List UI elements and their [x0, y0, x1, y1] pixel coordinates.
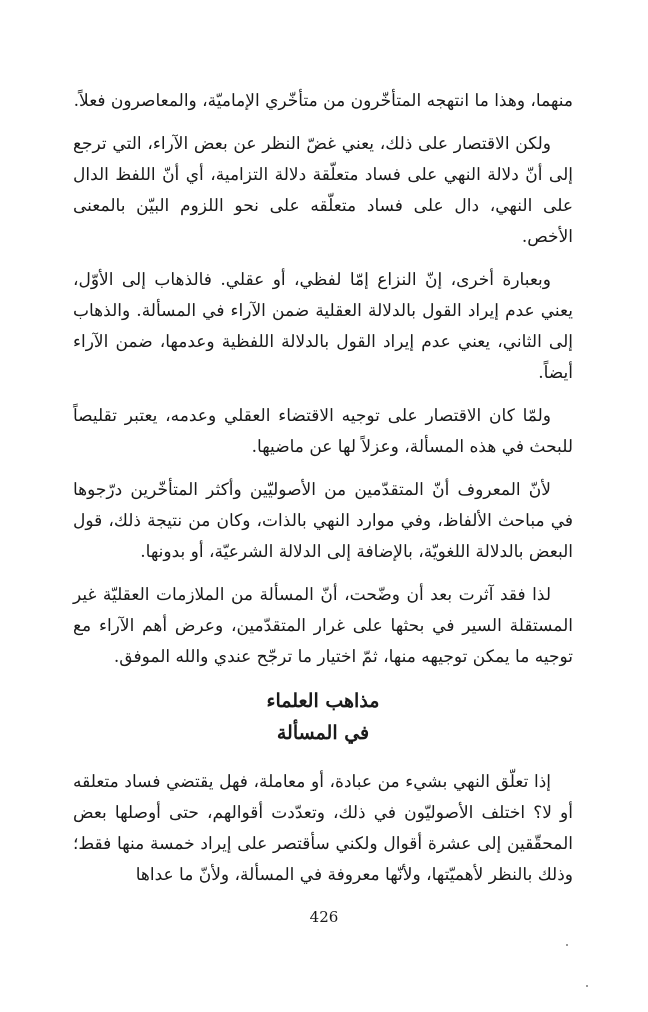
paragraph-1: منهما، وهذا ما انتهجه المتأخّرون من متأخّري الإماميّة، والمعاصرون فعلاً.: [73, 91, 573, 111]
scan-speck: [586, 985, 588, 987]
section-heading: [73, 685, 573, 749]
section-heading-line-2: في المسألة: [276, 722, 370, 744]
paragraph-3: وبعبارة أخرى، إنّ النزاع إمّا لفظي، أو عقلي. فالذهاب إلى الأوّل، يعني عدم إيراد القول بالدلالة العقلية ضمن الآراء في المسألة. والذهاب إلى الثاني، يعني عدم إيراد القول بالدلالة اللفظية وعدمها، ضمن الآراء أيضاً.: [73, 270, 573, 383]
paragraph-7: إذا تعلّق النهي بشيء من عبادة، أو معاملة، فهل يقتضي فساد متعلقه أو لا؟ اختلف الأصوليّون في ذلك، وتعدّدت أقوالهم، حتى أوصلها بعض المحقّقين إلى عشرة أقوال ولكني سأقتصر على إيراد خمسة منها فقط؛ وذلك بالنظر لأهميّتها، ولأنّها معروفة في المسألة، ولأنّ ما عداها: [73, 772, 573, 885]
page-number: 426: [309, 908, 339, 926]
section-heading-line-1: مذاهب العلماء: [266, 690, 380, 712]
page-body: [73, 86, 573, 903]
scan-speck: [566, 944, 568, 946]
paragraph-4: ولمّا كان الاقتصار على توجيه الاقتضاء العقلي وعدمه، يعتبر تقليصاً للبحث في هذه المسألة، وعزلاً لها عن ماضيها.: [73, 406, 573, 457]
paragraph-5: لأنّ المعروف أنّ المتقدّمين من الأصوليّين وأكثر المتأخّرين درّجوها في مباحث الألفاظ، وفي موارد النهي بالذات، وكان من نتيجة ذلك، قول البعض بالدلالة اللغويّة، بالإضافة إلى الدلالة الشرعيّة، أو بدونها.: [73, 480, 573, 562]
paragraph-6: لذا فقد آثرت بعد أن وضّحت، أنّ المسألة من الملازمات العقليّة غير المستقلة السير في بحثها على غرار المتقدّمين، وعرض أهم الآراء مع توجيه ما يمكن توجيهه منها، ثمّ اختيار ما ترجّح عندي والله الموفق.: [73, 585, 573, 667]
paragraph-2: ولكن الاقتصار على ذلك، يعني غضّ النظر عن بعض الآراء، التي ترجع إلى أنّ دلالة النهي على فساد متعلّقة دلالة التزامية، أي أنّ اللفظ الدال على النهي، دال على فساد متعلّقه على نحو اللزوم البيّن بالمعنى الأخص.: [73, 134, 573, 247]
